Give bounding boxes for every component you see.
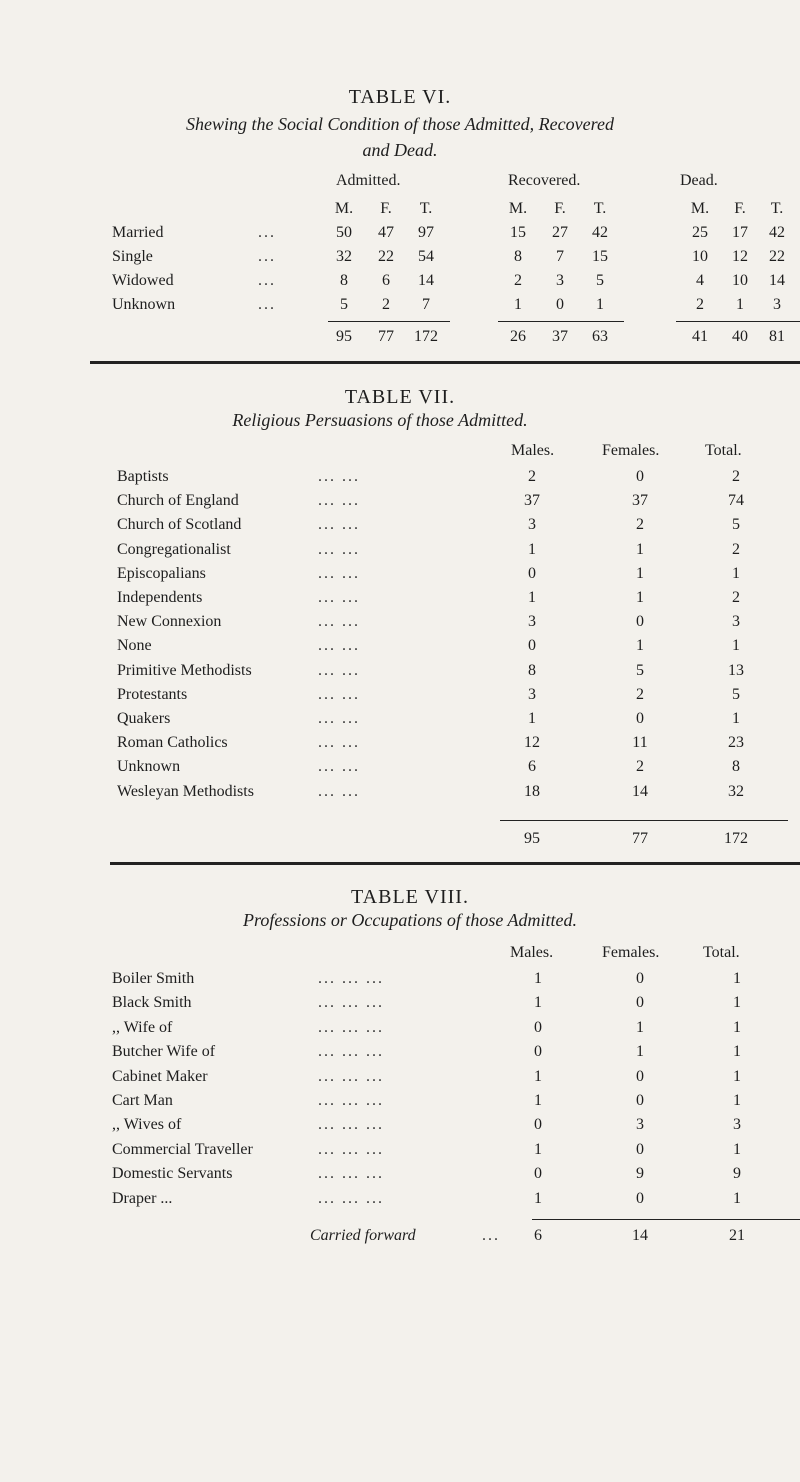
table-vii-row-label: Church of England: [117, 492, 239, 510]
leader-dots: ... ...: [318, 516, 360, 534]
table-viii-cell-total: 1: [733, 1018, 741, 1036]
table-vii-row-label: Unknown: [117, 758, 181, 776]
table-vi-total: 41: [692, 328, 708, 345]
table-vii-cell-total: 2: [732, 468, 740, 485]
table-vi-total: 26: [510, 328, 526, 345]
table-vi-total: 77: [378, 328, 394, 345]
table-vi-cell: 3: [773, 296, 781, 313]
table-vii-cell-females: 2: [636, 685, 644, 703]
table-vii-header-males: Males.: [511, 442, 555, 459]
table-vi-total: 81: [769, 328, 785, 345]
table-vii-cell-total: 1: [732, 710, 740, 727]
table-vii-cell-males: 37: [524, 492, 540, 510]
table-vii-cell-total: 5: [732, 516, 740, 534]
col-recovered-t: T.: [593, 200, 607, 217]
table-vi-total: 37: [552, 328, 568, 345]
table-vii-cell-males: 3: [528, 516, 536, 534]
table-viii-row-label: Commercial Traveller: [112, 1140, 253, 1158]
leader-dots: ... ...: [318, 468, 360, 485]
table-vi-cell: 32: [336, 248, 352, 265]
table-viii-cell-total: 1: [733, 1092, 741, 1109]
table-viii-header-females: Females.: [602, 944, 660, 961]
table-viii-cell-males: 1: [534, 970, 542, 987]
table-vii-cell-total: 13: [728, 661, 744, 679]
table-vi-cell: 1: [596, 296, 604, 313]
table-vi-cell: 22: [769, 248, 785, 265]
table-vi-group-dead: Dead.: [680, 172, 718, 189]
table-vii-cell-females: 1: [636, 589, 644, 606]
table-vii-cell-males: 1: [528, 589, 536, 606]
leader-dots: ... ...: [318, 758, 360, 776]
table-vii-cell-total: 2: [732, 589, 740, 606]
carried-total: 21: [729, 1227, 745, 1244]
table-viii-row-label: Boiler Smith: [112, 970, 195, 987]
table-vi-title: TABLE VI.: [348, 86, 452, 108]
table-viii-row-label: Black Smith: [112, 994, 192, 1012]
table-vi-cell: 8: [340, 272, 348, 289]
table-viii-row-label: Draper ...: [112, 1189, 173, 1207]
table-vii-cell-total: 1: [732, 564, 740, 582]
table-viii-cell-total: 1: [733, 1140, 741, 1158]
col-recovered-m: M.: [508, 200, 528, 217]
table-viii-cell-females: 1: [636, 1043, 644, 1061]
table-viii-row-label: Cabinet Maker: [112, 1067, 208, 1085]
table-viii-cell-females: 1: [636, 1018, 644, 1036]
table-vi-cell: 2: [382, 296, 390, 313]
table-vii-cell-females: 0: [636, 468, 644, 485]
col-dead-t: T.: [770, 200, 784, 217]
table-vii-row-label: Primitive Methodists: [117, 661, 252, 679]
table-vii-row-label: Quakers: [117, 710, 171, 727]
table-viii-cell-females: 9: [636, 1165, 644, 1183]
table-vi-cell: 5: [340, 296, 348, 313]
table-viii-cell-females: 0: [636, 1189, 644, 1207]
table-vii-cell-males: 0: [528, 564, 536, 582]
table-vii-cell-males: 2: [528, 468, 536, 485]
table-viii-cell-females: 0: [636, 994, 644, 1012]
carried-males: 6: [534, 1227, 542, 1244]
table-vii-cell-males: 1: [528, 540, 536, 558]
table-viii-cell-males: 0: [534, 1165, 542, 1183]
table-vi-subtitle-line1: Shewing the Social Condition of those Admitted, Recovered: [186, 114, 614, 134]
table-vi-cell: 1: [736, 296, 744, 313]
table-vi-cell: 12: [732, 248, 748, 265]
table-vii-cell-males: 0: [528, 637, 536, 655]
col-admitted-m: M.: [334, 200, 354, 217]
table-vi-total: 63: [592, 328, 608, 345]
table-viii-row-label: Cart Man: [112, 1092, 173, 1109]
table-viii-cell-females: 0: [636, 1140, 644, 1158]
table-vii-cell-males: 12: [524, 734, 540, 752]
table-vi-cell: 14: [418, 272, 434, 289]
table-viii-header-total: Total.: [703, 944, 740, 961]
table-vii-row-label: Episcopalians: [117, 564, 206, 582]
table-vii-cell-total: 2: [732, 540, 740, 558]
table-vi-cell: 25: [692, 224, 708, 241]
table-vi-cell: 5: [596, 272, 604, 289]
leader-dots: ... ... ...: [318, 1067, 384, 1085]
table-vii-row-label: Wesleyan Methodists: [117, 782, 254, 800]
table-vii-cell-males: 3: [528, 685, 536, 703]
table-vii-cell-total: 74: [728, 492, 744, 510]
leader-dots: ... ... ...: [318, 1043, 384, 1061]
table-viii-cell-males: 0: [534, 1043, 542, 1061]
table-viii-row-label: Butcher Wife of: [112, 1043, 216, 1061]
table-vii-cell-total: 5: [732, 685, 740, 703]
table-viii-cell-total: 1: [733, 1067, 741, 1085]
table-vi-cell: 7: [556, 248, 564, 265]
table-vii-row-label: None: [117, 637, 152, 655]
leader-dots: ... ... ...: [318, 1165, 384, 1183]
table-vi-row-label: Widowed: [112, 272, 174, 289]
table-vi-cell: 15: [592, 248, 608, 265]
sum-rule: [328, 321, 450, 322]
table-vi-cell: 22: [378, 248, 394, 265]
table-vi-row-label: Unknown: [112, 296, 176, 313]
table-vii-row-label: Church of Scotland: [117, 516, 242, 534]
leader-dots: ...: [258, 296, 276, 313]
table-viii-cell-females: 0: [636, 1067, 644, 1085]
table-vi-cell: 2: [696, 296, 704, 313]
table-vii-header-females: Females.: [602, 442, 660, 459]
table-vii-cell-total: 3: [732, 613, 740, 631]
table-vi-cell: 3: [556, 272, 564, 289]
sum-rule: [676, 321, 800, 322]
table-viii-cell-males: 0: [534, 1018, 542, 1036]
table-vii-cell-males: 1: [528, 710, 536, 727]
leader-dots: ... ...: [318, 564, 360, 582]
table-viii-cell-males: 1: [534, 994, 542, 1012]
table-vi-cell: 27: [552, 224, 568, 241]
table-vi-cell: 42: [769, 224, 785, 241]
table-vii-cell-females: 37: [632, 492, 648, 510]
table-vii-total-females: 77: [632, 830, 648, 847]
table-vi-cell: 50: [336, 224, 352, 241]
table-viii-cell-total: 1: [733, 970, 741, 987]
table-viii-cell-total: 1: [733, 1043, 741, 1061]
table-vi-cell: 17: [732, 224, 748, 241]
table-vii-row-label: Congregationalist: [117, 540, 231, 558]
table-vii-cell-females: 0: [636, 710, 644, 727]
table-viii-cell-males: 1: [534, 1140, 542, 1158]
table-vii-total-males: 95: [524, 830, 540, 847]
table-viii-cell-males: 1: [534, 1092, 542, 1109]
table-vi-total: 95: [336, 328, 352, 345]
table-viii-cell-total: 3: [733, 1116, 741, 1134]
table-vii-row-label: Baptists: [117, 468, 169, 485]
table-vi-subtitle-line2: and Dead.: [362, 140, 438, 160]
leader-dots: ... ... ...: [318, 1092, 384, 1109]
section-divider: [110, 862, 800, 865]
table-vii-row-label: Roman Catholics: [117, 734, 228, 752]
table-vii-row-label: New Connexion: [117, 613, 222, 631]
table-viii-cell-females: 3: [636, 1116, 644, 1134]
leader-dots: ... ...: [318, 540, 360, 558]
table-vii-cell-males: 3: [528, 613, 536, 631]
table-viii-header-males: Males.: [510, 944, 554, 961]
table-vi-cell: 54: [418, 248, 434, 265]
table-viii-cell-total: 1: [733, 994, 741, 1012]
table-viii-row-label: ,, Wife of: [112, 1018, 173, 1036]
table-viii-subtitle: Professions or Occupations of those Admitted.: [243, 910, 577, 930]
leader-dots: ... ... ...: [318, 1189, 384, 1207]
table-viii-cell-males: 0: [534, 1116, 542, 1134]
table-vi-cell: 15: [510, 224, 526, 241]
leader-dots: ...: [258, 224, 276, 241]
table-vi-cell: 10: [692, 248, 708, 265]
section-divider: [90, 361, 800, 364]
sum-rule: [532, 1219, 800, 1220]
table-vii-cell-females: 1: [636, 637, 644, 655]
table-viii-cell-females: 0: [636, 970, 644, 987]
table-vii-subtitle: Religious Persuasions of those Admitted.: [232, 410, 528, 430]
leader-dots: ... ...: [318, 589, 360, 606]
table-vii-cell-females: 1: [636, 564, 644, 582]
leader-dots: ... ... ...: [318, 1018, 384, 1036]
table-vii-cell-females: 14: [632, 782, 648, 800]
table-vii-header-total: Total.: [705, 442, 742, 459]
table-viii-row-label: ,, Wives of: [112, 1116, 182, 1134]
col-admitted-f: F.: [380, 200, 392, 217]
leader-dots: ... ...: [318, 734, 360, 752]
leader-dots: ... ...: [318, 685, 360, 703]
table-vi-cell: 1: [514, 296, 522, 313]
table-viii-cell-total: 1: [733, 1189, 741, 1207]
col-admitted-t: T.: [419, 200, 433, 217]
table-vi-total: 40: [732, 328, 748, 345]
table-vi-cell: 47: [378, 224, 394, 241]
col-recovered-f: F.: [554, 200, 566, 217]
table-vii-total-total: 172: [724, 830, 748, 847]
table-viii-cell-males: 1: [534, 1067, 542, 1085]
table-vi-cell: 8: [514, 248, 522, 265]
sum-rule: [498, 321, 624, 322]
table-vii-cell-total: 1: [732, 637, 740, 655]
sum-rule: [500, 820, 788, 821]
table-viii-cell-males: 1: [534, 1189, 542, 1207]
leader-dots: ... ... ...: [318, 994, 384, 1012]
table-vi-cell: 7: [422, 296, 430, 313]
table-viii-row-label: Domestic Servants: [112, 1165, 233, 1183]
leader-dots: ...: [482, 1227, 500, 1244]
table-vii-row-label: Independents: [117, 589, 203, 606]
table-vii-row-label: Protestants: [117, 685, 188, 703]
table-vii-cell-females: 0: [636, 613, 644, 631]
table-vii-cell-total: 32: [728, 782, 744, 800]
leader-dots: ... ...: [318, 637, 360, 655]
table-vii-cell-females: 1: [636, 540, 644, 558]
leader-dots: ... ...: [318, 613, 360, 631]
table-vii-cell-females: 11: [632, 734, 648, 752]
table-vi-cell: 10: [732, 272, 748, 289]
table-vii-cell-males: 6: [528, 758, 536, 776]
leader-dots: ... ... ...: [318, 1140, 384, 1158]
table-vi-cell: 42: [592, 224, 608, 241]
leader-dots: ... ...: [318, 710, 360, 727]
table-vi-cell: 14: [769, 272, 785, 289]
table-vii-cell-males: 18: [524, 782, 540, 800]
table-vii-cell-females: 2: [636, 516, 644, 534]
table-vi-group-admitted: Admitted.: [336, 172, 401, 189]
table-vi-row-label: Married: [112, 224, 164, 241]
table-viii-cell-total: 9: [733, 1165, 741, 1183]
table-vii-cell-males: 8: [528, 661, 536, 679]
table-vi-cell: 97: [418, 224, 434, 241]
table-vi-cell: 0: [556, 296, 564, 313]
carried-forward-label: Carried forward: [310, 1227, 416, 1244]
leader-dots: ... ...: [318, 782, 360, 800]
col-dead-f: F.: [734, 200, 746, 217]
carried-females: 14: [632, 1227, 648, 1244]
table-vi-total: 172: [414, 328, 438, 345]
table-vii-cell-females: 2: [636, 758, 644, 776]
table-vii-cell-total: 23: [728, 734, 744, 752]
table-vii-cell-total: 8: [732, 758, 740, 776]
table-vi-row-label: Single: [112, 248, 153, 265]
col-dead-m: M.: [690, 200, 710, 217]
table-vi-cell: 4: [696, 272, 704, 289]
leader-dots: ...: [258, 248, 276, 265]
leader-dots: ... ... ...: [318, 970, 384, 987]
leader-dots: ... ...: [318, 661, 360, 679]
table-vi-group-recovered: Recovered.: [508, 172, 581, 189]
leader-dots: ... ... ...: [318, 1116, 384, 1134]
table-vii-cell-females: 5: [636, 661, 644, 679]
table-vi-cell: 2: [514, 272, 522, 289]
table-viii-cell-females: 0: [636, 1092, 644, 1109]
table-vii-title: TABLE VII.: [344, 386, 456, 408]
leader-dots: ...: [258, 272, 276, 289]
table-vi-cell: 6: [382, 272, 390, 289]
leader-dots: ... ...: [318, 492, 360, 510]
table-viii-title: TABLE VIII.: [351, 886, 469, 908]
